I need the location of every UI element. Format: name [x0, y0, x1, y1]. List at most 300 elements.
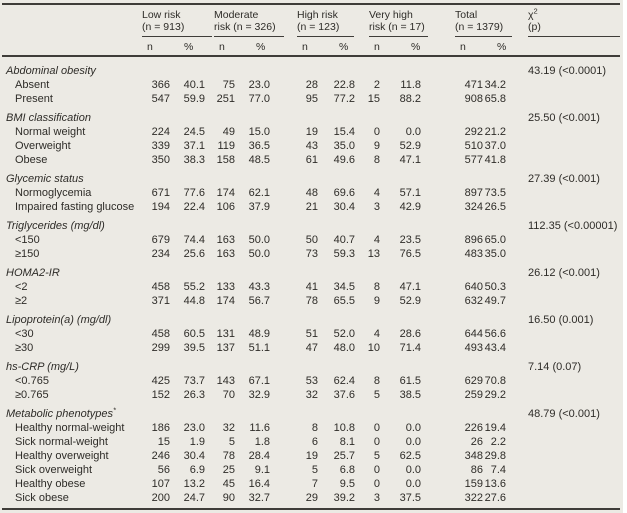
cell-count: 5	[228, 436, 235, 448]
row-label: Healthy normal-weight	[15, 422, 125, 434]
cell-percent: 0.0	[405, 478, 421, 490]
cell-count: 371	[151, 295, 170, 307]
cell-percent: 67.1	[248, 375, 270, 387]
table-header	[2, 3, 620, 57]
table-section-row	[2, 219, 620, 233]
cell-count: 26	[470, 436, 483, 448]
cell-count: 671	[151, 187, 170, 199]
cell-percent: 38.5	[399, 389, 421, 401]
cell-count: 13	[367, 248, 380, 260]
group-label-line1: High risk	[297, 9, 338, 21]
cell-count: 194	[151, 201, 170, 213]
cell-count: 547	[151, 93, 170, 105]
cell-percent: 69.6	[333, 187, 355, 199]
section-label	[2, 407, 235, 421]
group-label-line2: (n = 1379)	[455, 21, 504, 33]
table-row	[2, 421, 620, 435]
row-label: Healthy obese	[15, 478, 86, 490]
section-label-superscript: *	[113, 407, 116, 415]
cell-percent: 59.3	[333, 248, 355, 260]
cell-percent: 26.3	[183, 389, 205, 401]
cell-percent: 7.4	[490, 464, 506, 476]
section-label	[2, 172, 235, 186]
cell-count: 5	[373, 389, 380, 401]
cell-count: 41	[305, 281, 318, 293]
cell-percent: 52.9	[399, 295, 421, 307]
cell-percent: 2.2	[490, 436, 506, 448]
section-label	[2, 313, 235, 327]
row-label: Sick normal-weight	[15, 436, 108, 448]
cell-percent: 48.0	[333, 342, 355, 354]
cell-count: 53	[305, 375, 318, 387]
cell-percent: 56.7	[248, 295, 270, 307]
cell-percent: 28.6	[399, 328, 421, 340]
cell-percent: 60.5	[183, 328, 205, 340]
cell-count: 75	[222, 79, 235, 91]
cell-percent: 6.8	[339, 464, 355, 476]
cell-count: 458	[151, 328, 170, 340]
cell-percent: 77.0	[248, 93, 270, 105]
cell-percent: 44.8	[183, 295, 205, 307]
row-label: ≥0.765	[15, 389, 49, 401]
section-label	[2, 360, 235, 374]
cell-count: 577	[464, 154, 483, 166]
cell-percent: 35.0	[333, 140, 355, 152]
cell-percent: 15.4	[333, 126, 355, 138]
cell-count: 86	[470, 464, 483, 476]
section-label	[2, 266, 235, 280]
table-row	[2, 186, 620, 200]
cell-percent: 32.7	[248, 492, 270, 504]
cell-percent: 59.9	[183, 93, 205, 105]
cell-percent: 37.9	[248, 201, 270, 213]
cell-count: 2	[373, 79, 380, 91]
cell-count: 119	[217, 140, 235, 152]
cell-percent: 41.8	[484, 154, 506, 166]
cell-percent: 77.6	[183, 187, 205, 199]
cell-percent: 0.0	[405, 436, 421, 448]
chi-square-value: 112.35 (<0.00001)	[528, 220, 618, 232]
cell-percent: 30.4	[333, 201, 355, 213]
group-label-line1: Moderate	[214, 9, 259, 21]
table-row	[2, 341, 620, 355]
cell-percent: 52.0	[333, 328, 355, 340]
cell-percent: 48.5	[248, 154, 270, 166]
cell-percent: 40.1	[183, 79, 205, 91]
cell-percent: 49.7	[484, 295, 506, 307]
row-label-column-spacer	[2, 5, 142, 37]
table-row	[2, 247, 620, 261]
cell-count: 908	[464, 93, 483, 105]
cell-percent: 56.6	[484, 328, 506, 340]
group-label-line1: Low risk	[142, 9, 181, 21]
row-label: ≥2	[15, 295, 28, 307]
cell-percent: 13.6	[484, 478, 506, 490]
cell-count: 133	[216, 281, 235, 293]
table-section-row	[2, 407, 620, 421]
cell-count: 50	[305, 234, 318, 246]
row-label: Present	[15, 93, 53, 105]
cell-count: 32	[222, 422, 235, 434]
column-group-high-risk	[297, 5, 354, 37]
cell-count: 0	[373, 464, 380, 476]
cell-percent: 47.1	[399, 154, 421, 166]
row-label: ≥30	[15, 342, 34, 354]
p-value-label: (p)	[528, 21, 541, 33]
cell-percent: 73.5	[484, 187, 506, 199]
table-section-row	[2, 266, 620, 280]
cell-percent: 23.5	[399, 234, 421, 246]
cell-count: 5	[311, 464, 318, 476]
cell-percent: 62.5	[399, 450, 421, 462]
cell-percent: 34.2	[484, 79, 506, 91]
cell-percent: 62.1	[248, 187, 270, 199]
cell-percent: 35.0	[484, 248, 506, 260]
cell-percent: 37.0	[484, 140, 506, 152]
cell-count: 3	[373, 492, 380, 504]
cell-count: 339	[151, 140, 170, 152]
cell-count: 348	[464, 450, 483, 462]
cell-count: 324	[464, 201, 483, 213]
cell-count: 299	[151, 342, 170, 354]
cell-count: 152	[151, 389, 170, 401]
table-row	[2, 125, 620, 139]
cell-count: 896	[464, 234, 483, 246]
chi-square-value: 48.79 (<0.001)	[528, 408, 600, 420]
cell-count: 234	[151, 248, 170, 260]
cell-count: 29	[305, 492, 318, 504]
row-label: <0.765	[15, 375, 49, 387]
cell-count: 19	[305, 126, 318, 138]
cell-percent: 52.9	[399, 140, 421, 152]
cell-count: 483	[464, 248, 483, 260]
cell-count: 251	[216, 93, 235, 105]
row-label: Sick overweight	[15, 464, 93, 476]
table-section-row	[2, 64, 620, 78]
cell-percent: 23.0	[183, 422, 205, 434]
cell-count: 8	[311, 422, 318, 434]
cell-count: 679	[151, 234, 170, 246]
group-label-line1: Very high	[369, 9, 413, 21]
cell-count: 292	[464, 126, 483, 138]
cell-percent: 65.8	[484, 93, 506, 105]
table-section-row	[2, 172, 620, 186]
cell-count: 78	[222, 450, 235, 462]
cell-percent: 42.9	[399, 201, 421, 213]
cell-count: 4	[373, 234, 380, 246]
cell-count: 7	[311, 478, 318, 490]
chi-square-value: 43.19 (<0.0001)	[528, 65, 606, 77]
subheader-very-high-risk: n %	[374, 41, 421, 53]
cell-count: 106	[216, 201, 235, 213]
cell-count: 163	[216, 234, 235, 246]
cell-count: 5	[373, 450, 380, 462]
section-label-text: BMI classification	[6, 112, 91, 124]
cell-count: 458	[151, 281, 170, 293]
cell-count: 226	[464, 422, 483, 434]
cell-percent: 38.3	[183, 154, 205, 166]
cell-count: 3	[373, 201, 380, 213]
subheader-moderate-risk: n %	[219, 41, 266, 53]
cell-percent: 32.9	[248, 389, 270, 401]
cell-count: 32	[305, 389, 318, 401]
cell-percent: 25.6	[183, 248, 205, 260]
subheader-high-risk: n %	[302, 41, 349, 53]
cell-percent: 1.9	[189, 436, 205, 448]
section-label	[2, 219, 235, 233]
row-label: <30	[15, 328, 34, 340]
cell-percent: 29.2	[484, 389, 506, 401]
cell-percent: 74.4	[183, 234, 205, 246]
cell-count: 48	[305, 187, 318, 199]
cell-percent: 23.0	[248, 79, 270, 91]
cell-percent: 37.1	[183, 140, 205, 152]
cell-count: 629	[464, 375, 483, 387]
section-label	[2, 64, 235, 78]
cell-count: 425	[151, 375, 170, 387]
cell-percent: 0.0	[405, 126, 421, 138]
cell-percent: 0.0	[405, 422, 421, 434]
cell-count: 73	[305, 248, 318, 260]
statistics-table	[2, 3, 620, 510]
cell-count: 186	[151, 422, 170, 434]
table-row	[2, 374, 620, 388]
cell-count: 15	[157, 436, 170, 448]
cell-count: 131	[216, 328, 235, 340]
cell-percent: 24.7	[183, 492, 205, 504]
cell-percent: 21.2	[484, 126, 506, 138]
cell-percent: 76.5	[399, 248, 421, 260]
cell-count: 350	[151, 154, 170, 166]
cell-percent: 62.4	[333, 375, 355, 387]
cell-count: 61	[305, 154, 318, 166]
section-label-text: HOMA2-IR	[6, 267, 60, 279]
cell-count: 366	[151, 79, 170, 91]
cell-percent: 30.4	[183, 450, 205, 462]
cell-count: 137	[216, 342, 235, 354]
cell-count: 0	[373, 436, 380, 448]
row-label: ≥150	[15, 248, 40, 260]
cell-percent: 27.6	[484, 492, 506, 504]
cell-count: 4	[373, 328, 380, 340]
cell-count: 897	[464, 187, 483, 199]
table-row	[2, 327, 620, 341]
cell-percent: 19.4	[484, 422, 506, 434]
cell-count: 632	[464, 295, 483, 307]
cell-percent: 43.4	[484, 342, 506, 354]
cell-count: 49	[222, 126, 235, 138]
cell-count: 9	[373, 295, 380, 307]
table-section-row	[2, 313, 620, 327]
cell-percent: 8.1	[339, 436, 355, 448]
group-label-line2: risk (n = 17)	[369, 21, 425, 33]
cell-count: 107	[151, 478, 170, 490]
cell-percent: 22.4	[183, 201, 205, 213]
row-label: Healthy overweight	[15, 450, 109, 462]
cell-percent: 25.7	[333, 450, 355, 462]
cell-percent: 39.5	[183, 342, 205, 354]
cell-count: 8	[373, 375, 380, 387]
chi-square-value: 16.50 (0.001)	[528, 314, 594, 326]
cell-percent: 40.7	[333, 234, 355, 246]
row-label: <150	[15, 234, 40, 246]
cell-count: 10	[367, 342, 380, 354]
chi-square-value: 25.50 (<0.001)	[528, 112, 600, 124]
cell-count: 163	[216, 248, 235, 260]
cell-count: 246	[151, 450, 170, 462]
section-label-text: Lipoprotein(a) (mg/dl)	[6, 314, 112, 326]
cell-count: 158	[216, 154, 235, 166]
cell-count: 6	[311, 436, 318, 448]
table-section-row	[2, 111, 620, 125]
cell-percent: 26.5	[484, 201, 506, 213]
chi-square-value: 27.39 (<0.001)	[528, 173, 600, 185]
cell-count: 640	[464, 281, 483, 293]
column-chi-square	[528, 5, 620, 37]
cell-count: 95	[305, 93, 318, 105]
cell-percent: 11.6	[249, 422, 270, 434]
table-row	[2, 78, 620, 92]
cell-percent: 34.5	[333, 281, 355, 293]
cell-count: 0	[373, 422, 380, 434]
group-label-line2: risk (n = 326)	[214, 21, 276, 33]
cell-count: 471	[464, 79, 483, 91]
cell-count: 70	[222, 389, 235, 401]
cell-count: 510	[464, 140, 483, 152]
subheader-low-risk: n %	[147, 41, 194, 53]
cell-percent: 55.2	[183, 281, 205, 293]
row-label: Absent	[15, 79, 50, 91]
cell-percent: 37.6	[333, 389, 355, 401]
cell-percent: 39.2	[333, 492, 355, 504]
cell-percent: 0.0	[405, 464, 421, 476]
section-label-text: Abdominal obesity	[6, 65, 96, 77]
cell-percent: 48.9	[248, 328, 270, 340]
cell-count: 28	[305, 79, 318, 91]
table-row	[2, 477, 620, 491]
cell-count: 322	[464, 492, 483, 504]
subheader-total: n %	[460, 41, 507, 53]
cell-percent: 29.8	[484, 450, 506, 462]
cell-count: 19	[305, 450, 318, 462]
cell-percent: 9.5	[339, 478, 355, 490]
table-row	[2, 294, 620, 308]
table-row	[2, 233, 620, 247]
cell-percent: 6.9	[189, 464, 205, 476]
cell-count: 493	[464, 342, 483, 354]
cell-count: 78	[305, 295, 318, 307]
cell-count: 56	[157, 464, 170, 476]
table-row	[2, 388, 620, 402]
cell-count: 0	[373, 478, 380, 490]
cell-percent: 77.2	[333, 93, 355, 105]
cell-percent: 73.7	[183, 375, 205, 387]
column-group-moderate-risk	[214, 5, 284, 37]
cell-count: 224	[151, 126, 170, 138]
cell-count: 45	[222, 478, 235, 490]
section-label-text: Triglycerides (mg/dl)	[6, 220, 105, 232]
cell-count: 174	[216, 295, 235, 307]
cell-percent: 49.6	[333, 154, 355, 166]
row-label: Overweight	[15, 140, 71, 152]
table-row	[2, 200, 620, 214]
chi-square-symbol: $\chi^2$	[528, 6, 538, 21]
row-label: Sick obese	[15, 492, 69, 504]
section-label-text: hs-CRP (mg/L)	[6, 361, 79, 373]
table-row	[2, 463, 620, 477]
cell-count: 47	[305, 342, 318, 354]
cell-count: 15	[367, 93, 380, 105]
cell-percent: 88.2	[399, 93, 421, 105]
cell-count: 51	[305, 328, 318, 340]
row-label: Obese	[15, 154, 48, 166]
cell-percent: 61.5	[399, 375, 421, 387]
column-group-row	[2, 5, 620, 37]
cell-count: 143	[216, 375, 235, 387]
column-group-total	[455, 5, 512, 37]
cell-percent: 71.4	[399, 342, 421, 354]
table-body	[2, 57, 620, 510]
section-label-text: Metabolic phenotypes	[6, 408, 114, 420]
table-row	[2, 139, 620, 153]
cell-count: 4	[373, 187, 380, 199]
table-row	[2, 435, 620, 449]
cell-count: 0	[373, 126, 380, 138]
row-label: Impaired fasting glucose	[15, 201, 135, 213]
row-label: <2	[15, 281, 28, 293]
group-label-line1: Total	[455, 9, 478, 21]
row-label: Normoglycemia	[15, 187, 92, 199]
cell-percent: 50.0	[248, 248, 270, 260]
cell-percent: 50.0	[248, 234, 270, 246]
table-section-row	[2, 360, 620, 374]
cell-percent: 1.8	[254, 436, 270, 448]
table-row	[2, 280, 620, 294]
cell-percent: 10.8	[333, 422, 355, 434]
cell-percent: 24.5	[183, 126, 205, 138]
cell-percent: 9.1	[254, 464, 270, 476]
group-label-line2: (n = 913)	[142, 21, 185, 33]
cell-count: 25	[222, 464, 235, 476]
chi-square-value: 26.12 (<0.001)	[528, 267, 600, 279]
cell-percent: 47.1	[399, 281, 421, 293]
cell-count: 644	[464, 328, 483, 340]
section-label	[2, 111, 235, 125]
table-row	[2, 153, 620, 167]
cell-percent: 43.3	[248, 281, 270, 293]
table-row	[2, 92, 620, 106]
cell-percent: 15.0	[248, 126, 270, 138]
cell-percent: 50.3	[484, 281, 506, 293]
cell-percent: 65.0	[484, 234, 506, 246]
column-group-very-high-risk	[369, 5, 428, 37]
cell-count: 174	[216, 187, 235, 199]
cell-count: 8	[373, 281, 380, 293]
cell-percent: 57.1	[399, 187, 421, 199]
cell-count: 259	[464, 389, 483, 401]
table-row	[2, 449, 620, 463]
cell-percent: 22.8	[333, 79, 355, 91]
cell-count: 9	[373, 140, 380, 152]
cell-percent: 28.4	[248, 450, 270, 462]
row-label: Normal weight	[15, 126, 86, 138]
section-label-text: Glycemic status	[6, 173, 84, 185]
cell-percent: 11.8	[400, 79, 421, 91]
cell-count: 21	[305, 201, 318, 213]
group-label-line2: (n = 123)	[297, 21, 340, 33]
cell-percent: 13.2	[183, 478, 205, 490]
cell-count: 8	[373, 154, 380, 166]
